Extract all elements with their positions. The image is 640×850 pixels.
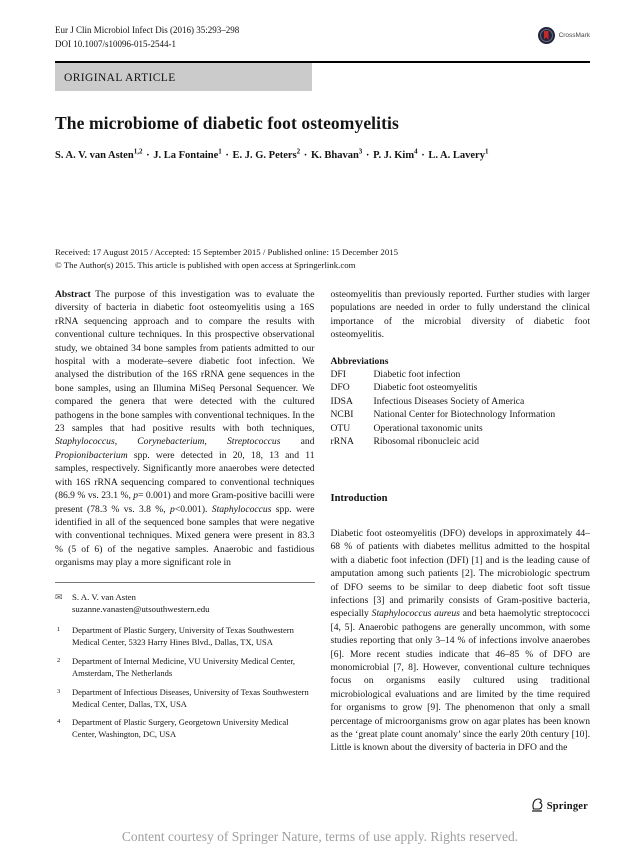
abbreviation-term: IDSA <box>330 395 353 407</box>
abbreviation-term: DFO <box>330 382 350 394</box>
springer-logo <box>531 797 588 812</box>
footer-courtesy-text: Content courtesy of Springer Nature, terms of use apply. Rights reserved. <box>121 829 519 844</box>
crossmark-icon <box>538 27 555 44</box>
author: E. J. G. Peters$^2$ <box>232 147 301 162</box>
introduction-heading: Introduction <box>330 493 388 505</box>
copyright-line: © The Author(s) 2015. This article is published with open access at Springerlink.com <box>55 259 356 270</box>
header-rule <box>55 61 590 91</box>
abstract-paragraph: Abstract The purpose of this investigation was to evaluate the diversity of bacteria in diabetic foot osteomyelitis using a 16S rRNA sequencing approach and to compare the results with conventional culture techniques. In this prospective observational study, we obtained 34 bone samples from patients admitted to our hospital with a moderate–severe diabetic foot infection. We analysed the distribution of the 16S rRNA gene sequences in the bone samples, using an Illumina MiSeq Personal Sequencer. We compared the genera that were detected with the cultured pathogens in the bone samples with conventional techniques. In the 23 samples that had positive results with both techniques, Staphylococcus, Corynebacterium, Streptococcus and Propionibacterium spp. were detected in 20, 18, 13 and 11 samples, respectively. Significantly more anaerobes were detected with 16S rRNA sequencing compared to conventional techniques (86.9 % vs. 23.1 %, p= 0.001) and more Gram-positive bacilli were present (78.3 % vs. 3.8 %, p<0.001). Staphylococcus spp. were identified in all of the sequenced bone samples that were negative with conventional techniques. Mixed genera were present in 83.3 % (5 of 6) of the negative samples. Anaerobic and fastidious organisms may play a more significant role in <box>55 289 315 569</box>
abstract-continued-paragraph: osteomyelitis than previously reported. Further studies with larger populations are needed in order to fully understand the clinical importance of the microbial diversity of diabetic foot osteomyelitis. <box>330 289 590 341</box>
footnote-divider <box>55 582 315 583</box>
correspondence-email[interactable]: suzanne.vanasten@utsouthwestern.edu <box>72 604 210 615</box>
author: S. A. V. van Asten$^{1,2}$ <box>55 147 143 162</box>
abbreviation-row <box>331 422 591 435</box>
envelope-icon: ✉ <box>55 591 63 602</box>
springer-horse-icon <box>531 797 543 812</box>
author-separator: · <box>143 150 153 162</box>
affiliation-list <box>55 625 315 741</box>
abbreviation-row <box>331 381 591 394</box>
abbreviations-list <box>331 368 591 448</box>
abbreviation-definition: National Center for Biotechnology Information <box>373 409 556 421</box>
abbreviation-definition: Ribosomal ribonucleic acid <box>373 436 480 448</box>
author-separator: · <box>222 150 232 162</box>
abbreviations-heading: Abbreviations <box>330 355 389 367</box>
affiliation-item: 1 Department of Plastic Surgery, University of Texas Southwestern Medical Center, 5323 Harry Hines Blvd., Dallas, TX, USA <box>57 625 294 647</box>
journal-info <box>55 24 239 52</box>
abbreviation-term: OTU <box>330 422 351 434</box>
correspondence-name: S. A. V. van Asten <box>72 591 136 602</box>
author-separator: · <box>301 150 310 162</box>
article-type-bar <box>55 63 312 91</box>
crossmark-label: CrossMark <box>558 32 590 39</box>
abbreviation-row <box>331 395 591 408</box>
left-column <box>55 288 315 755</box>
abbreviation-term: DFI <box>330 369 346 381</box>
crossmark-badge[interactable] <box>538 27 590 44</box>
abbreviation-row <box>331 368 591 381</box>
journal-citation: Eur J Clin Microbiol Infect Dis (2016) 35:293–298 <box>55 25 240 35</box>
author: K. Bhavan$^3$ <box>310 147 363 162</box>
affiliation-item: 3 Department of Infectious Diseases, University of Texas Southwestern Medical Center, Dallas, TX, USA <box>57 686 309 709</box>
dates-block <box>55 246 590 272</box>
right-column <box>331 288 591 755</box>
correspondence-block <box>55 591 315 617</box>
journal-doi: DOI 10.1007/s10096-015-2544-1 <box>55 38 176 49</box>
abbreviation-definition: Infectious Diseases Society of America <box>373 395 525 407</box>
affiliation-item: 2 Department of Internal Medicine, VU University Medical Center, Amsterdam, The Netherlands <box>57 655 296 678</box>
introduction-paragraph: Diabetic foot osteomyelitis (DFO) develops in approximately 44–68 % of patients with diabetes mellitus admitted to the hospital with a diabetic foot infection (DFI) [1] and is the leading cause of amputation among such patients [2]. The microbiologic spectrum of DFO seems to be similar to deep diabetic foot soft tissue infections [3] and primarily consists of Gram-positive bacteria, especially Staphylococcus aureus and beta haemolytic streptococci [4, 5]. Anaerobic pathogens are generally uncommon, with some studies reporting that only 3–14 % of infections involve anaerobes [6]. More recent studies indicate that 46–85 % of DFO are monomicrobial [7, 8]. However, conventional culture techniques focus on organisms easily cultured using traditional microbiological evaluations and are limited by the time required for organisms to grow [9]. The phenomenon that only a small percentage of microorganisms grow on agar plates has been known as the ‘great plate count anomaly’ since the early 20th century [10]. Little is known about the diversity of bacteria in DFO and the <box>330 527 590 754</box>
footnote-block <box>55 582 315 742</box>
abbreviation-definition: Operational taxonomic units <box>373 422 483 434</box>
abbreviation-row <box>331 408 591 421</box>
abbreviation-definition: Diabetic foot osteomyelitis <box>373 382 478 394</box>
page-title: The microbiome of diabetic foot osteomyelitis <box>55 112 399 133</box>
abbreviation-term: rRNA <box>330 436 354 448</box>
author: L. A. Lavery$^1$ <box>428 147 489 162</box>
affiliation-item: 4 Department of Plastic Surgery, Georgetown University Medical Center, Washington, DC, USA <box>57 717 289 740</box>
abbreviation-term: NCBI <box>330 409 354 421</box>
author-list <box>55 147 525 165</box>
abbreviation-definition: Diabetic foot infection <box>373 369 461 381</box>
page-header <box>55 0 590 52</box>
springer-label: Springer <box>546 801 588 812</box>
author-separator: · <box>363 150 373 162</box>
author-separator: · <box>418 150 428 162</box>
author: J. La Fontaine$^1$ <box>153 147 222 162</box>
body-columns <box>55 288 590 755</box>
author: P. J. Kim$^4$ <box>373 147 418 162</box>
abbreviation-row <box>331 435 591 448</box>
dates-line: Received: 17 August 2015 / Accepted: 15 September 2015 / Published online: 15 December 2015 <box>55 246 399 257</box>
article-type-label: ORIGINAL ARTICLE <box>64 71 176 84</box>
